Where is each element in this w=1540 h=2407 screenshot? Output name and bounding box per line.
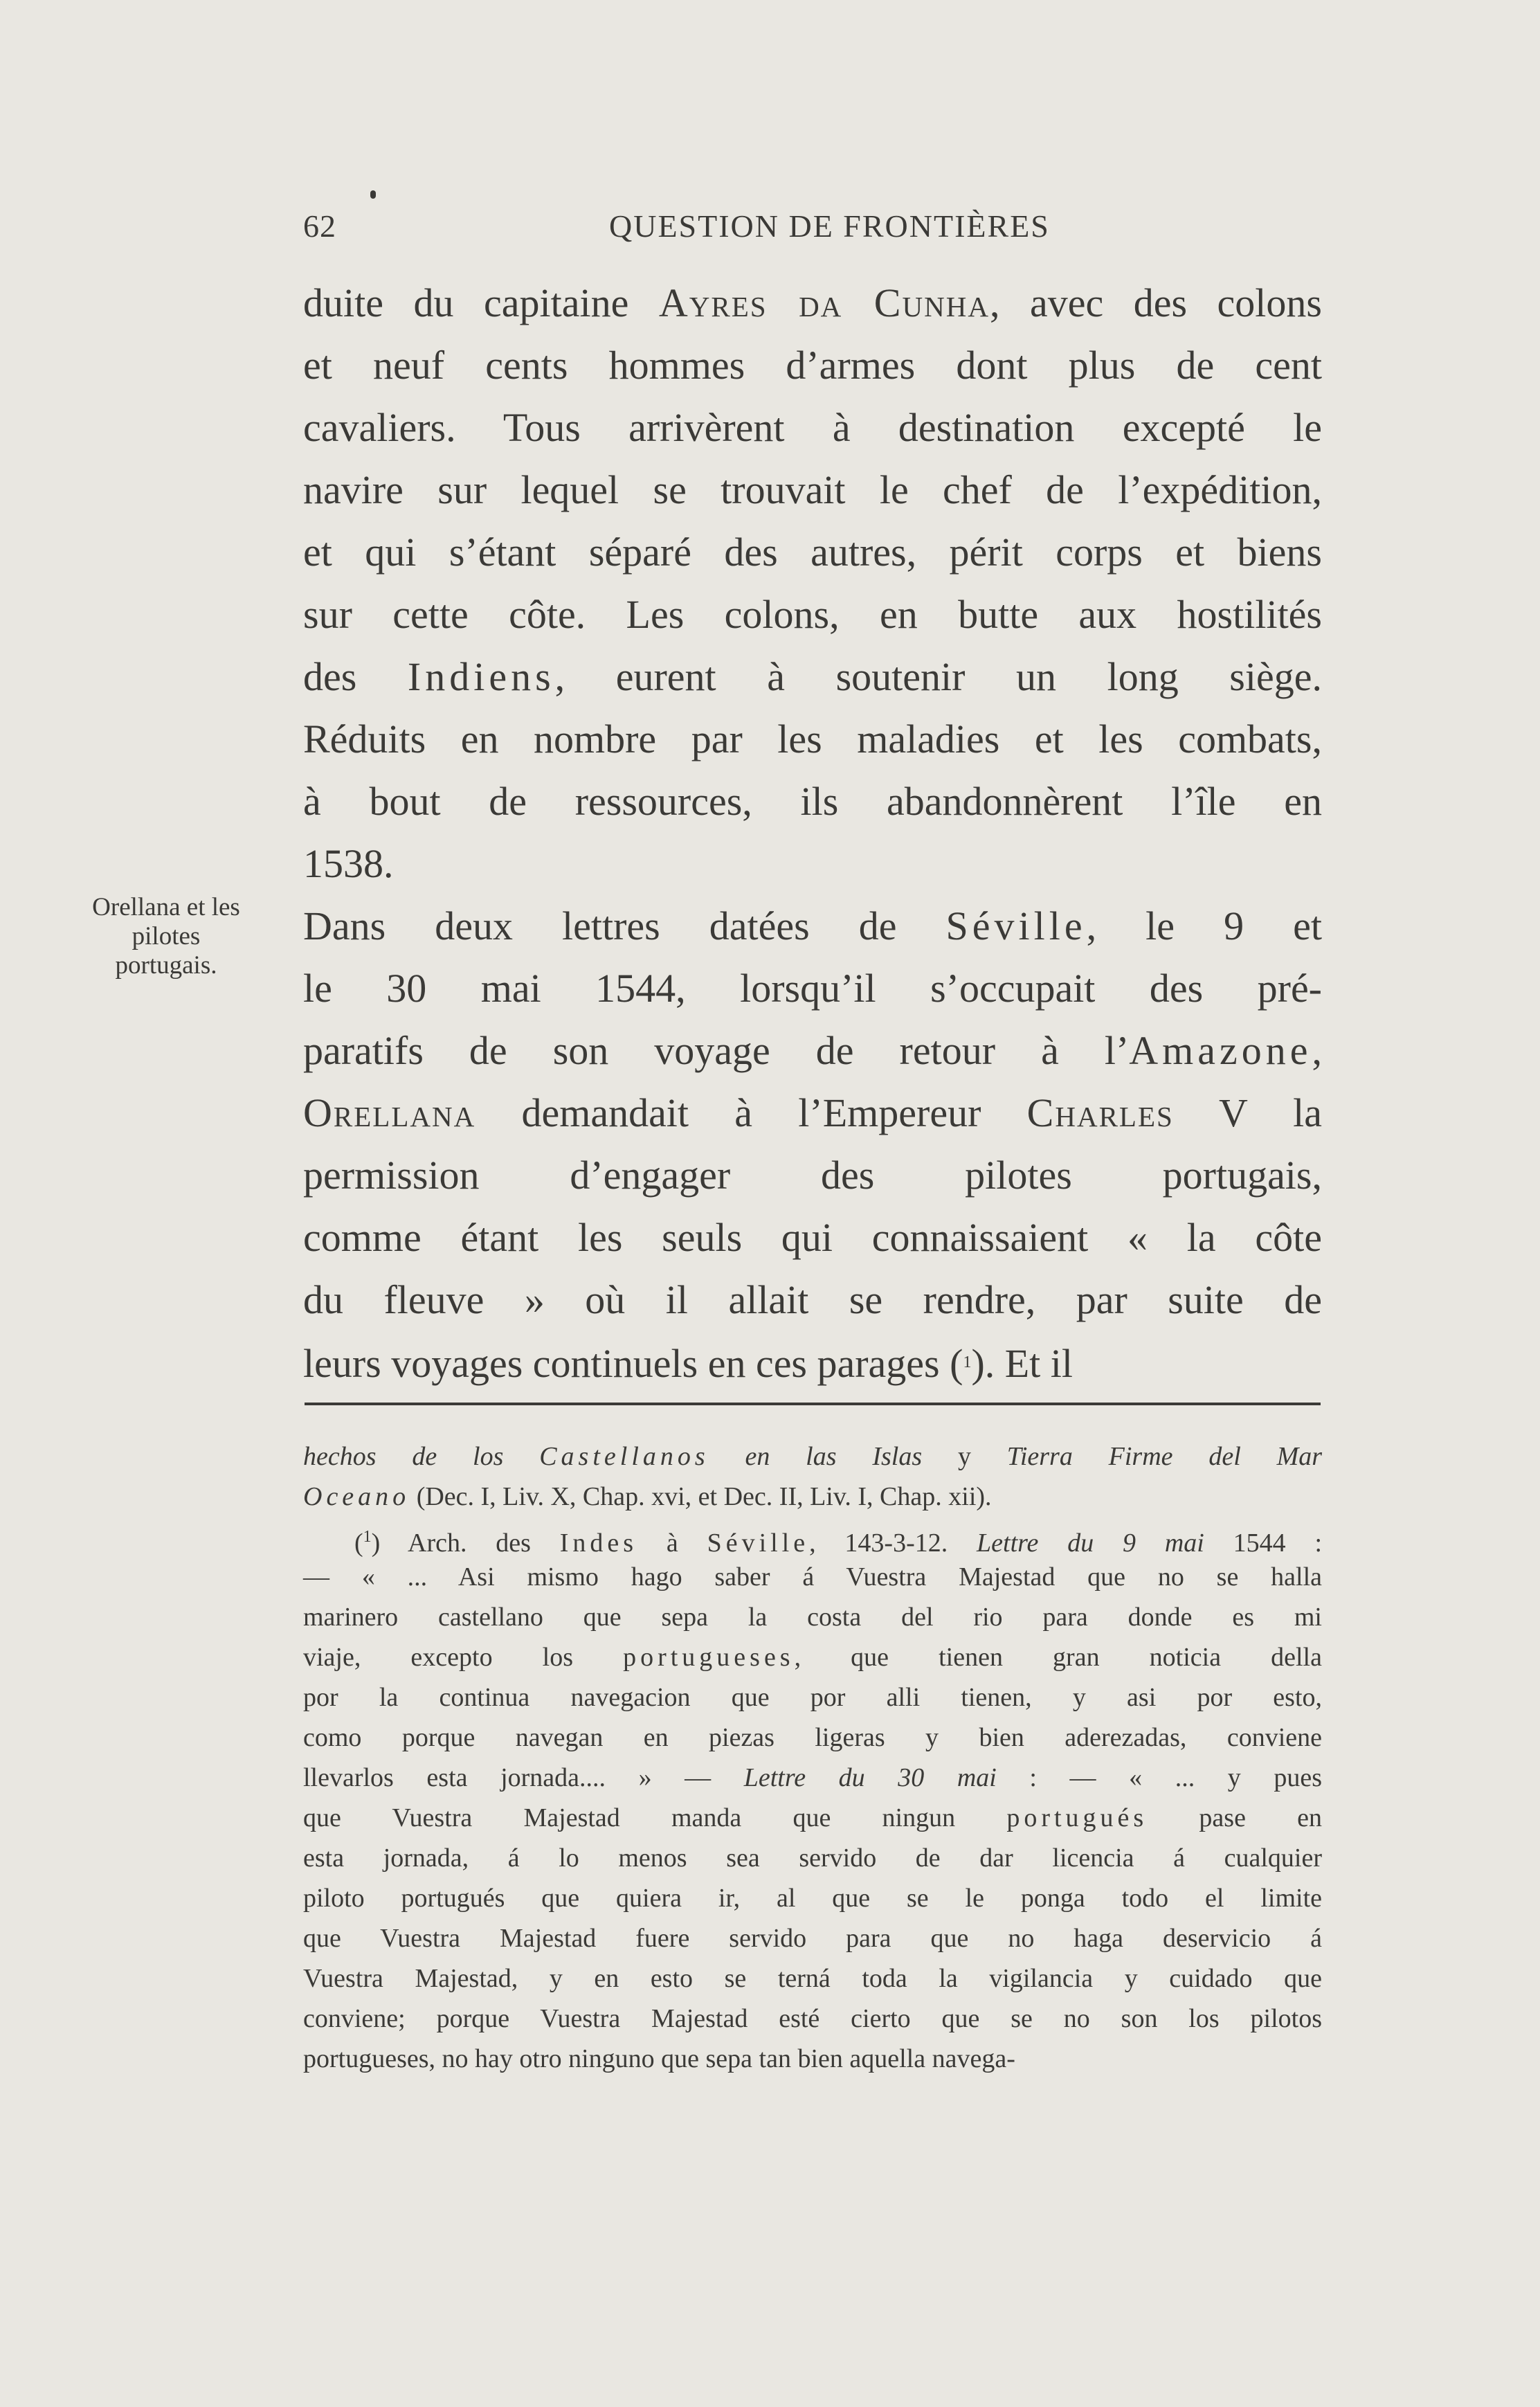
margin-note-line: pilotes	[132, 922, 201, 950]
footnote-line	[303, 1838, 1322, 1878]
text-run: des	[303, 654, 408, 699]
text-run: — « ... Asi mismo hago saber á Vuestra Majestad que no se halla	[303, 1562, 1322, 1592]
text-run: sur cette côte. Les colons, en butte aux hostilités	[303, 592, 1322, 637]
margin-note-line: portugais.	[115, 951, 217, 980]
body-line	[303, 272, 1322, 334]
footnotes	[303, 1436, 1322, 2079]
body-line	[303, 833, 1322, 895]
text-run: comme étant les seuls qui connaissaient « la côte	[303, 1215, 1322, 1260]
body-line	[303, 1144, 1322, 1207]
footnote-marker: 1	[363, 1528, 372, 1546]
spaced-name: Amazone	[1129, 1028, 1312, 1073]
text-run: et qui s’étant séparé des autres, périt corps et biens	[303, 530, 1322, 575]
body-line	[303, 708, 1322, 770]
footnote-line	[303, 1637, 1322, 1677]
body-line	[303, 584, 1322, 646]
spaced-name: Séville	[945, 903, 1087, 948]
body-line	[303, 646, 1322, 708]
footnote-line	[303, 1557, 1322, 1597]
text-run: , que tienen gran noticia della	[794, 1643, 1322, 1672]
margin-note	[48, 893, 284, 980]
text-run: duite du capitaine	[303, 280, 659, 325]
body-line	[303, 1020, 1322, 1082]
text-run: como porque navegan en piezas ligeras y bien aderezadas, conviene	[303, 1723, 1322, 1752]
text-run: (	[354, 1529, 363, 1558]
running-title: QUESTION DE FRONTIÈRES	[609, 208, 1050, 244]
text-run: (Dec. I, Liv. X, Chap. xvi, et Dec. II, Liv. I, Chap. xii).	[410, 1482, 992, 1511]
footnote-line	[303, 1477, 1322, 1517]
text-run: , le 9 et	[1086, 903, 1322, 948]
text-run: y	[922, 1442, 1007, 1471]
footnote-line	[303, 1758, 1322, 1798]
footnote-line	[303, 1718, 1322, 1758]
spaced-run: portugueses	[623, 1643, 795, 1672]
footnote-line	[303, 1677, 1322, 1718]
body-line	[303, 1269, 1322, 1331]
text-run: marinero castellano que sepa la costa del rio para donde es mi	[303, 1603, 1322, 1632]
body-line	[303, 1207, 1322, 1269]
footnote-line	[303, 1597, 1322, 1637]
ink-speck	[370, 190, 376, 199]
text-run: cavaliers. Tous arrivèrent à destination excepté le	[303, 405, 1322, 450]
text-run: , avec des colons	[989, 280, 1322, 325]
body-line	[303, 521, 1322, 584]
text-run: Dans deux lettres datées de	[303, 903, 946, 948]
spaced-italic-run: Castellanos	[539, 1442, 709, 1471]
footnote-line	[303, 1958, 1322, 1999]
footnote-rule	[305, 1403, 1321, 1405]
italic-run: Lettre du 9 mai	[977, 1529, 1204, 1558]
text-run: por la continua navegacion que por alli tienen, y asi por esto,	[303, 1683, 1322, 1712]
body-line	[303, 895, 1322, 957]
text-run: Réduits en nombre par les maladies et les combats,	[303, 716, 1322, 761]
text-run: conviene; porque Vuestra Majestad esté cierto que se no son los pilotos	[303, 2004, 1322, 2033]
spaced-italic-run: Oceano	[303, 1482, 410, 1511]
text-run: esta jornada, á lo menos sea servido de dar licencia á cualquier	[303, 1843, 1322, 1873]
italic-run: Lettre du 30 mai	[743, 1763, 997, 1792]
spaced-name: Indiens	[407, 654, 555, 699]
text-run: navire sur lequel se trouvait le chef de l’expédition,	[303, 467, 1322, 512]
body-text	[303, 272, 1322, 1394]
body-line	[303, 1082, 1322, 1144]
footnote-line	[303, 1798, 1322, 1838]
footnote-line	[303, 1878, 1322, 1918]
text-run: , eurent à soutenir un long siège.	[554, 654, 1322, 699]
body-line	[303, 459, 1322, 521]
text-run: paratifs de son voyage de retour à l’	[303, 1028, 1130, 1073]
footnote-line	[303, 1999, 1322, 2039]
text-run: demandait à l’Empereur	[475, 1090, 1027, 1135]
text-run: portugueses, no hay otro ninguno que sepa tan bien aquella navega-	[303, 2044, 1015, 2073]
text-run: permission d’engager des pilotes portugais,	[303, 1153, 1322, 1198]
text-run: que Vuestra Majestad manda que ningun	[303, 1803, 1007, 1832]
text-run: que Vuestra Majestad fuere servido para que no haga deservicio á	[303, 1924, 1322, 1953]
text-run: , 143-3-12.	[809, 1529, 977, 1558]
body-line	[303, 957, 1322, 1020]
text-run: piloto portugués que quiera ir, al que se le ponga todo el limite	[303, 1884, 1322, 1913]
italic-run: en las Islas	[709, 1442, 923, 1471]
body-line	[303, 334, 1322, 397]
body-line	[303, 1331, 1322, 1394]
text-run: à	[637, 1529, 707, 1558]
small-caps-name: Orellana	[303, 1090, 476, 1135]
text-run: à bout de ressources, ils abandonnèrent l’île en	[303, 779, 1322, 824]
spaced-run: portugués	[1006, 1803, 1148, 1832]
spaced-run: Séville	[707, 1529, 810, 1558]
text-run: le 30 mai 1544, lorsqu’il s’occupait des pré-	[303, 966, 1322, 1011]
footnote-ref: 1	[963, 1353, 972, 1371]
footnote-line	[303, 1436, 1322, 1477]
text-run: viaje, excepto los	[303, 1643, 624, 1672]
text-run: llevarlos esta jornada.... » —	[303, 1763, 744, 1792]
small-caps-name: Charles	[1026, 1090, 1174, 1135]
italic-run: hechos de los	[303, 1442, 540, 1471]
text-run: V la	[1173, 1090, 1323, 1135]
text-run: 1538.	[303, 841, 394, 886]
text-run: ) Arch. des	[371, 1529, 560, 1558]
footnote-line	[303, 1918, 1322, 1958]
page-number: 62	[303, 208, 336, 244]
spaced-run: Indes	[559, 1529, 638, 1558]
body-line	[303, 770, 1322, 833]
text-run: du fleuve » où il allait se rendre, par suite de	[303, 1277, 1322, 1322]
text-run: ). Et il	[971, 1341, 1074, 1386]
text-run: leurs voyages continuels en ces parages (	[303, 1341, 963, 1386]
small-caps-name: Ayres da Cunha	[658, 280, 990, 325]
text-run: : — « ... y pues	[996, 1763, 1323, 1792]
body-line	[303, 397, 1322, 459]
text-run: Vuestra Majestad, y en esto se terná toda la vigilancia y cuidado que	[303, 1964, 1322, 1993]
text-run: et neuf cents hommes d’armes dont plus de cent	[303, 343, 1322, 388]
footnote-line	[303, 1517, 1322, 1557]
footnote-line	[303, 2039, 1322, 2079]
text-run: ,	[1312, 1028, 1322, 1073]
margin-note-line: Orellana et les	[92, 893, 240, 921]
italic-run: Tierra Firme del Mar	[1006, 1442, 1323, 1471]
text-run: 1544 :	[1204, 1529, 1323, 1558]
text-run: pase en	[1148, 1803, 1323, 1832]
